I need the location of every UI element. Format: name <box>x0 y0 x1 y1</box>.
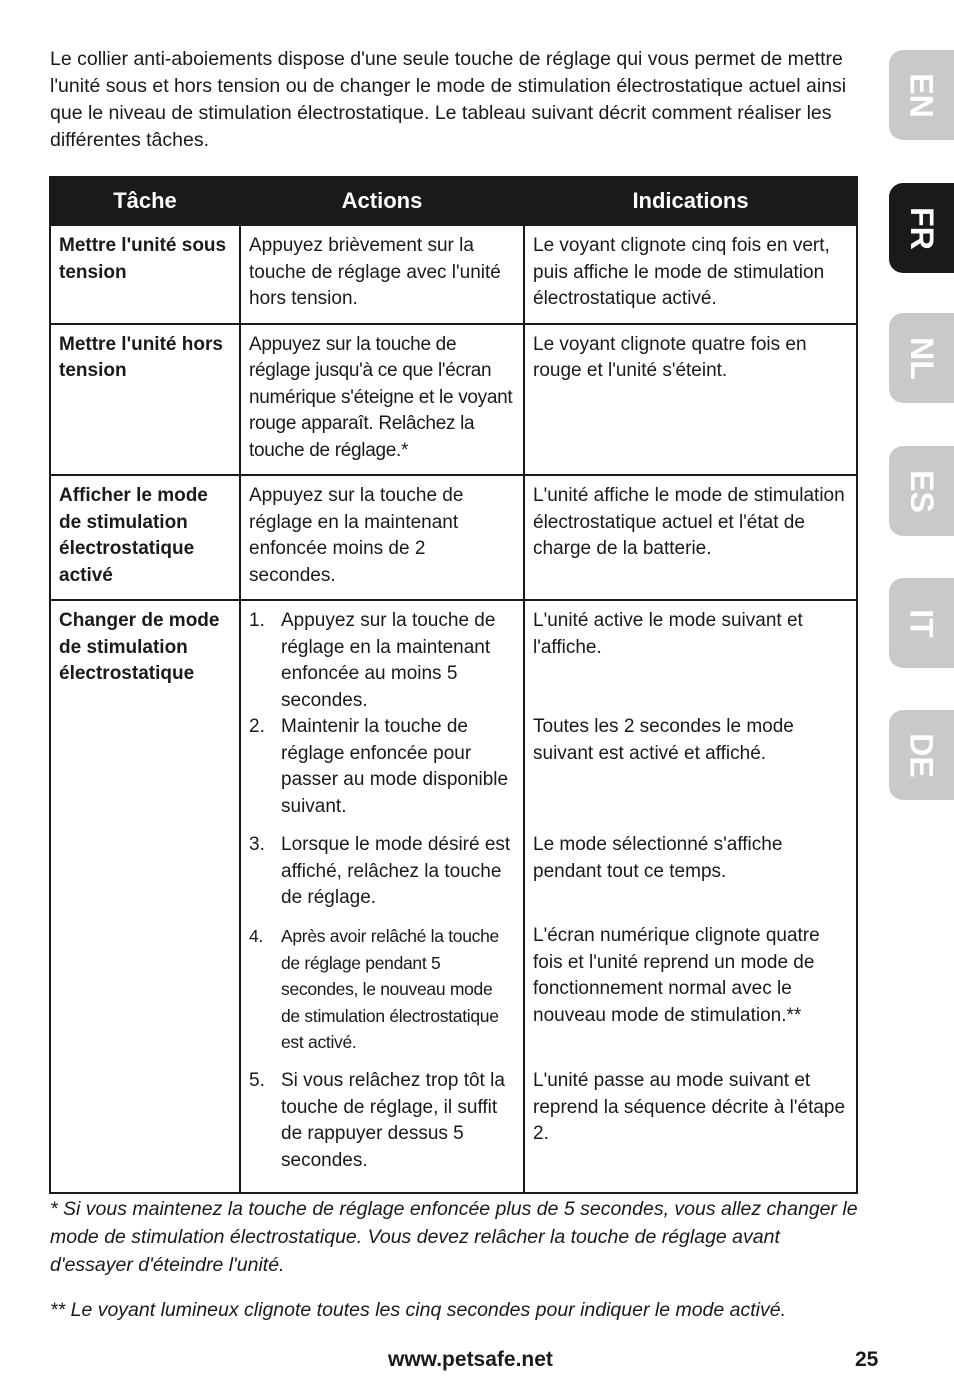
step-indication-2: Toutes les 2 secondes le mode suivant est activé et affiché. <box>533 716 794 764</box>
language-tab-nl[interactable] <box>889 313 954 403</box>
step-indication-4: L'écran numérique clignote quatre fois et l'unité reprend un mode de fonctionnement normal avec le nouveau mode de stimulation.** <box>533 925 820 1026</box>
column-header-actions: Actions <box>240 177 524 225</box>
table-header-row <box>50 177 857 225</box>
language-tab-es[interactable] <box>889 446 954 536</box>
footnote-2: ** Le voyant lumineux clignote toutes les cinq secondes pour indiquer le mode activé. <box>50 1299 787 1321</box>
language-tab-it[interactable] <box>889 578 954 668</box>
step-action-4 <box>249 923 515 1068</box>
step-action-text: Maintenir la touche de réglage enfoncée pour passer au mode disponible suivant. <box>281 716 509 817</box>
language-tab-label: IT <box>904 608 940 638</box>
step-action-1 <box>249 608 515 714</box>
step-action-text: Appuyez sur la touche de réglage en la maintenant enfoncée au moins 5 secondes. <box>281 610 496 711</box>
column-header-indications: Indications <box>524 177 857 225</box>
footer-url: www.petsafe.net <box>388 1348 553 1371</box>
language-tab-de[interactable] <box>889 710 954 800</box>
column-header-task: Tâche <box>50 177 240 225</box>
step-number: 4. <box>249 926 263 946</box>
language-tab-en[interactable] <box>889 50 954 140</box>
language-tab-fr[interactable] <box>889 183 954 273</box>
step-action-5 <box>249 1068 515 1174</box>
task-table <box>49 176 858 1194</box>
indication-cell: Le voyant clignote quatre fois en rouge et l'unité s'éteint. <box>524 324 857 476</box>
step-number: 2. <box>249 716 265 737</box>
language-tab-label: EN <box>903 72 940 118</box>
step-action-text: Après avoir relâché la touche de réglage pendant 5 secondes, le nouveau mode de stimulation électrostatique est activé. <box>281 926 499 1052</box>
indication-cell: Le voyant clignote cinq fois en vert, puis affiche le mode de stimulation électrostatique activé. <box>524 225 857 324</box>
step-number: 3. <box>249 834 265 855</box>
task-cell: Mettre l'unité hors tension <box>50 324 240 476</box>
action-cell: Appuyez brièvement sur la touche de réglage avec l'unité hors tension. <box>240 225 524 324</box>
step-indication-3: Le mode sélectionné s'affiche pendant tout ce temps. <box>533 834 783 882</box>
task-cell: Mettre l'unité sous tension <box>50 225 240 324</box>
action-cell: Appuyez sur la touche de réglage en la maintenant enfoncée moins de 2 secondes. <box>240 475 524 600</box>
page-number: 25 <box>855 1348 879 1371</box>
indication-cell-steps <box>524 600 857 1193</box>
language-tab-label: ES <box>904 469 940 513</box>
step-action-text: Lorsque le mode désiré est affiché, relâchez la touche de réglage. <box>281 834 511 908</box>
indication-cell: L'unité affiche le mode de stimulation électrostatique actuel et l'état de charge de la batterie. <box>524 475 857 600</box>
step-indication-1: L'unité active le mode suivant et l'affiche. <box>533 610 803 658</box>
table-row <box>50 324 857 476</box>
step-action-3 <box>249 832 515 923</box>
action-cell: Appuyez sur la touche de réglage jusqu'à ce que l'écran numérique s'éteigne et le voyant rouge apparaît. Relâchez la touche de réglage.* <box>240 324 524 476</box>
table-row <box>50 225 857 324</box>
step-number: 5. <box>249 1070 265 1091</box>
task-cell: Changer de mode de stimulation électrostatique <box>50 600 240 1193</box>
footnote-1: * Si vous maintenez la touche de réglage enfoncée plus de 5 secondes, vous allez changer le mode de stimulation électrostatique. Vous devez relâcher la touche de réglage avant d'essayer d'éteindre l'unité. <box>50 1198 858 1276</box>
action-cell-steps <box>240 600 524 1193</box>
step-action-text: Si vous relâchez trop tôt la touche de réglage, il suffit de rappuyer dessus 5 secondes. <box>281 1070 505 1171</box>
step-number: 1. <box>249 610 265 631</box>
language-tab-label: FR <box>904 206 940 250</box>
step-action-2 <box>249 714 515 832</box>
table-row <box>50 475 857 600</box>
task-cell: Afficher le mode de stimulation électrostatique activé <box>50 475 240 600</box>
language-tab-label: NL <box>904 336 940 380</box>
step-indication-5: L'unité passe au mode suivant et reprend la séquence décrite à l'étape 2. <box>533 1070 846 1144</box>
intro-paragraph: Le collier anti-aboiements dispose d'une seule touche de réglage qui vous permet de mettre l'unité sous et hors tension ou de changer le mode de stimulation électrostatique actuel ainsi que le niveau de stimulation électrostatique. Le tableau suivant décrit comment réaliser les différentes tâches. <box>50 48 847 151</box>
table-row <box>50 600 857 1193</box>
language-tab-label: DE <box>903 732 940 778</box>
